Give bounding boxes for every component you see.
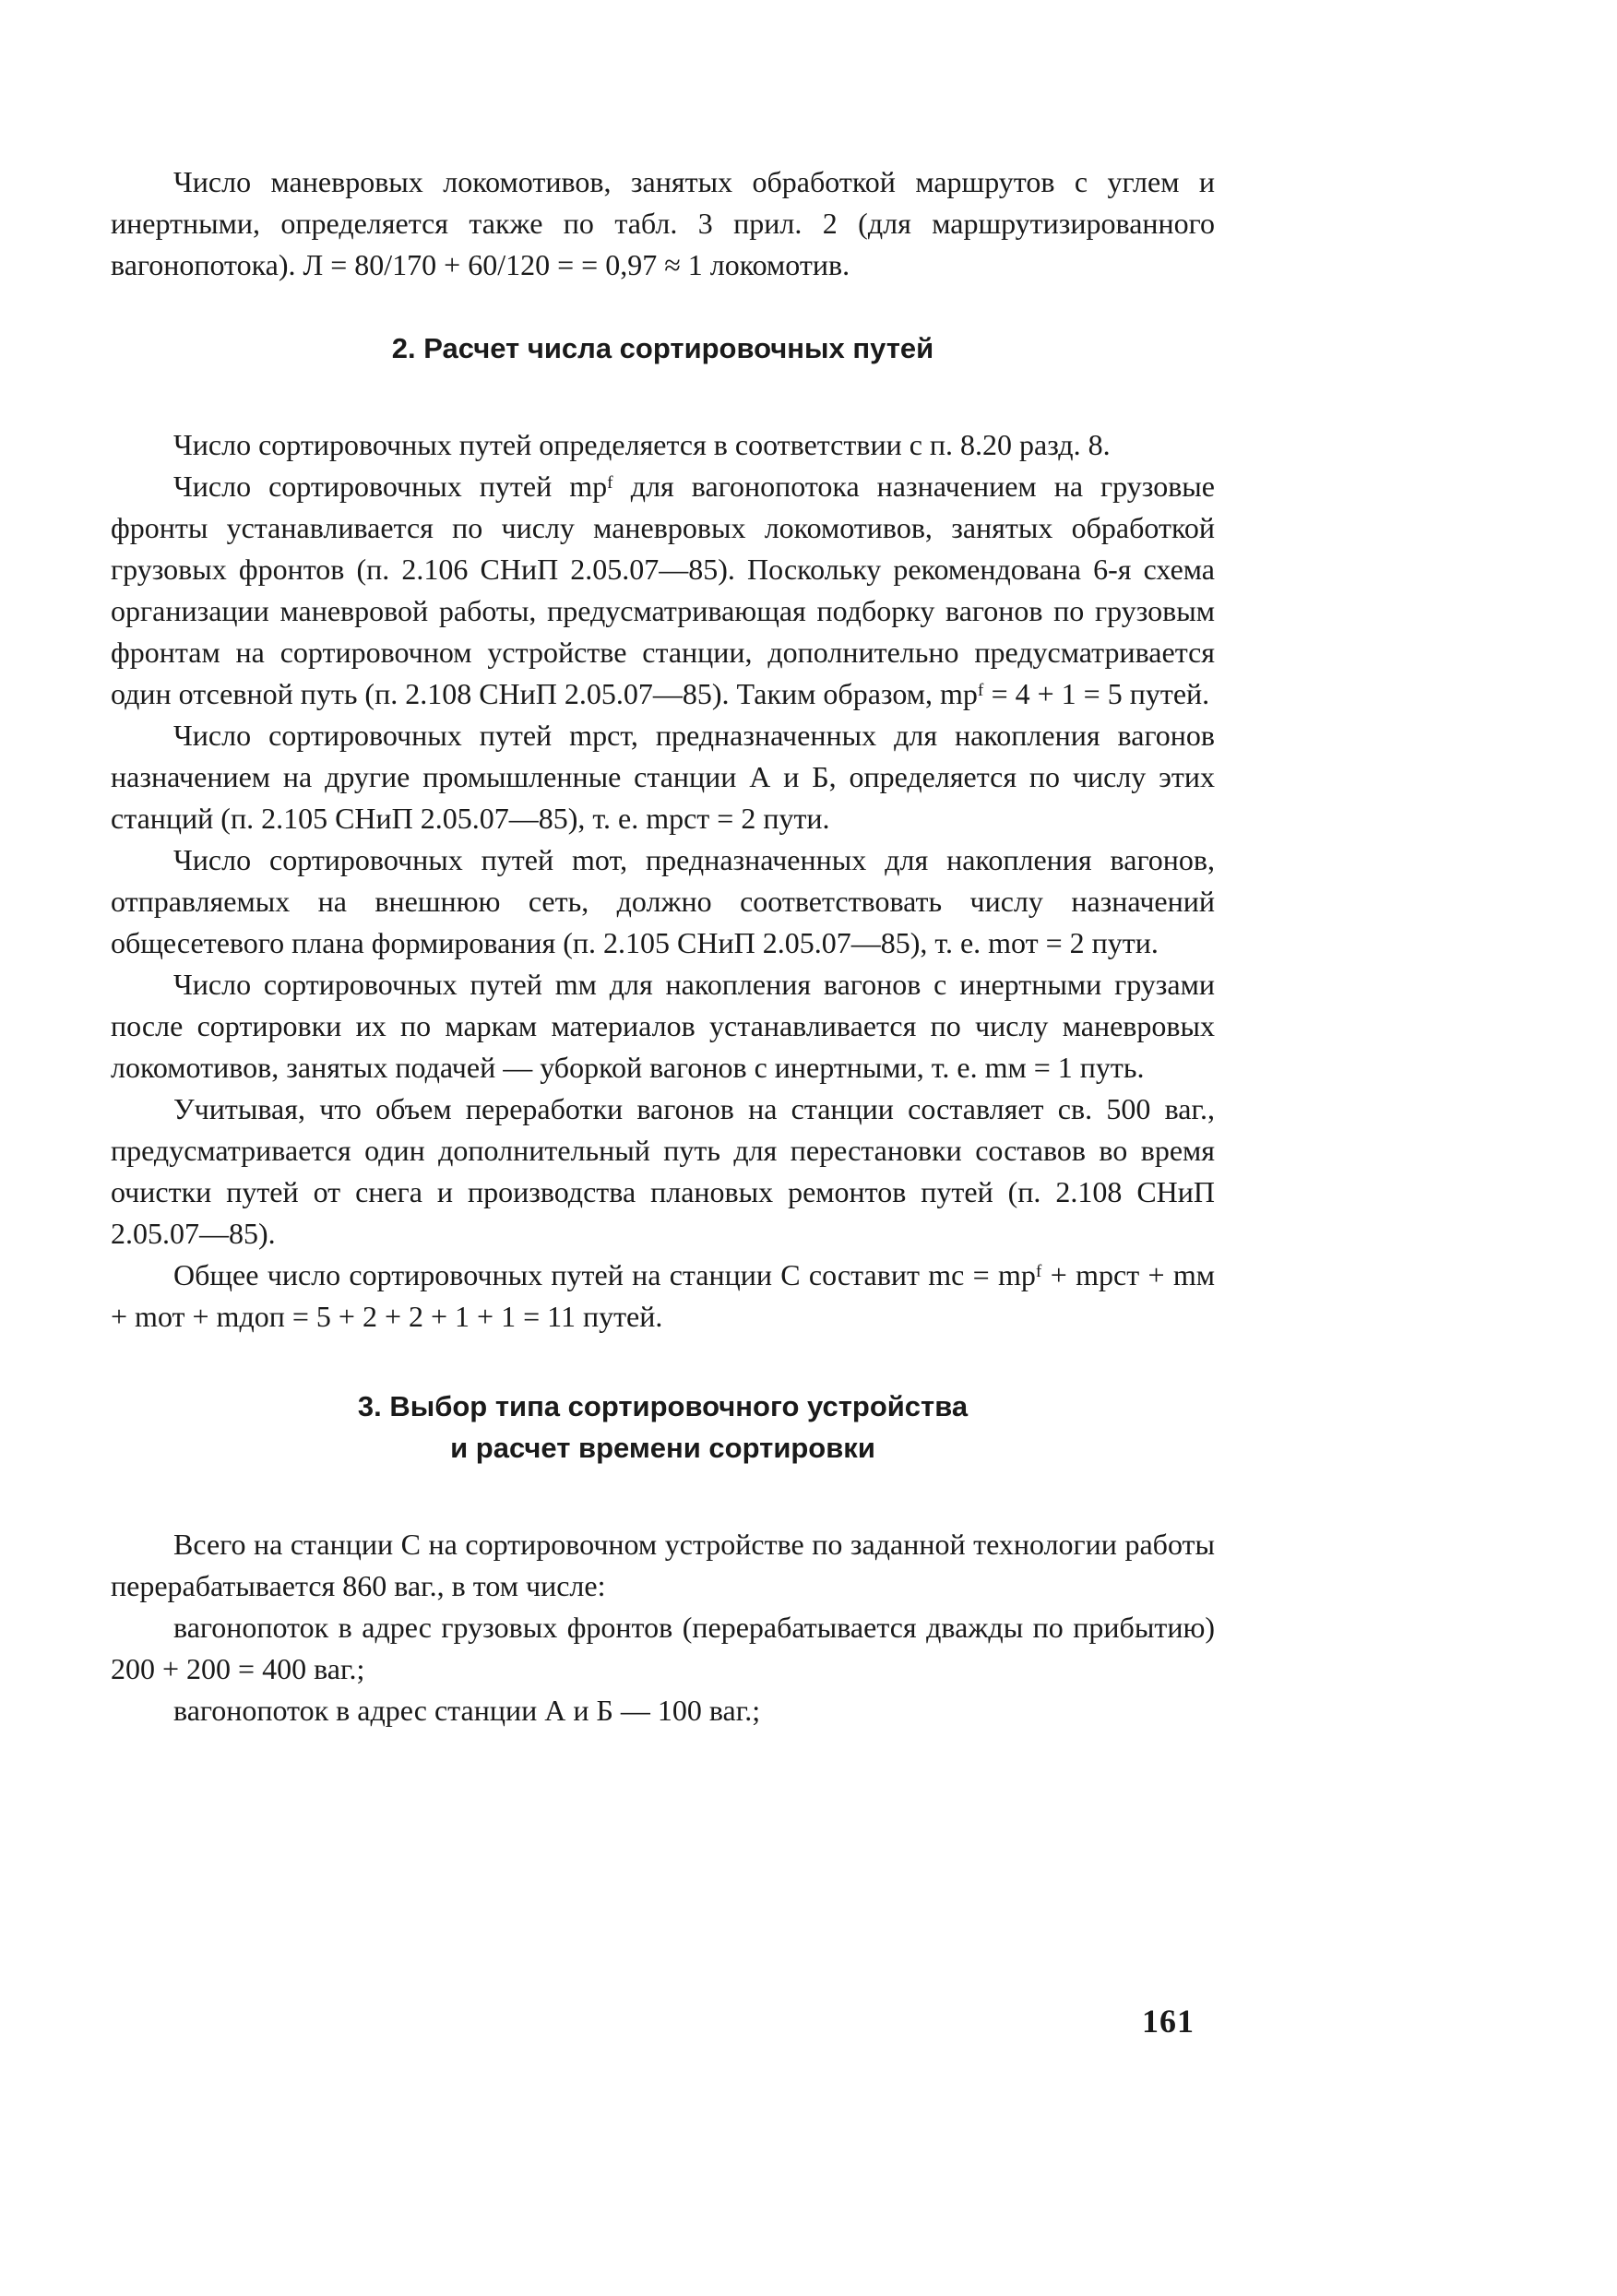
section-3-heading-line-1: 3. Выбор типа сортировочного устройства xyxy=(357,1390,969,1422)
section-3-heading-line-2: и расчет времени сортировки xyxy=(450,1432,875,1464)
section-3-heading-block xyxy=(111,1386,1215,1469)
section-2-heading-block xyxy=(111,327,1215,369)
section-2-paragraph-7: Общее число сортировочных путей на станции С составит mс = mрᶠ + mрст + mм + mот + mдоп = 5 + 2 + 2 + 1 + 1 = 11 путей. xyxy=(111,1258,1215,1333)
page-number: 161 xyxy=(1142,2003,1195,2040)
intro-paragraph: Число маневровых локомотивов, занятых обработкой маршрутов с углем и инертными, определяется также по табл. 3 прил. 2 (для маршрутизированного вагонопотока). Л = 80/170 + 60/120 = = 0,97 ≈ 1 локомотив. xyxy=(111,165,1215,281)
section-2-paragraph-6: Учитывая, что объем переработки вагонов на станции составляет св. 500 ваг., предусматривается один дополнительный путь для перестановки составов во время очистки путей от снега и производства плановых ремонтов путей (п. 2.108 СНиП 2.05.07—85). xyxy=(111,1092,1215,1250)
section-2-paragraph-3: Число сортировочных путей mрст, предназначенных для накопления вагонов назначением на другие промышленные станции А и Б, определяется по числу этих станций (п. 2.105 СНиП 2.05.07—85), т. е. mрст = 2 пути. xyxy=(111,719,1215,835)
section-3-paragraph-1: Всего на станции С на сортировочном устройстве по заданной технологии работы перерабатывается 860 ваг., в том числе: xyxy=(111,1528,1215,1602)
page-body xyxy=(111,161,1215,1731)
section-3-paragraph-3: вагонопоток в адрес станции А и Б — 100 ваг.; xyxy=(173,1694,761,1727)
section-2-heading: 2. Расчет числа сортировочных путей xyxy=(391,332,934,364)
section-2-paragraph-5: Число сортировочных путей mм для накопления вагонов с инертными грузами после сортировки их по маркам материалов устанавливается по числу маневровых локомотивов, занятых подачей — уборкой вагонов с инертными, т. е. mм = 1 путь. xyxy=(111,968,1215,1084)
section-2-paragraph-4: Число сортировочных путей mот, предназначенных для накопления вагонов, отправляемых на внешнюю сеть, должно соответствовать числу назначений общесетевого плана формирования (п. 2.105 СНиП 2.05.07—85), т. е. mот = 2 пути. xyxy=(111,843,1215,959)
section-2-paragraph-1: Число сортировочных путей определяется в соответствии с п. 8.20 разд. 8. xyxy=(173,428,1111,461)
section-2-paragraph-2: Число сортировочных путей mрᶠ для вагонопотока назначением на грузовые фронты устанавливается по числу маневровых локомотивов, занятых обработкой грузовых фронтов (п. 2.106 СНиП 2.05.07—85). Поскольку рекомендована 6-я схема организации маневровой работы, предусматривающая подборку вагонов по грузовым фронтам на сортировочном устройстве станции, дополнительно предусматривается один отсевной путь (п. 2.108 СНиП 2.05.07—85). Таким образом, mрᶠ = 4 + 1 = 5 путей. xyxy=(111,470,1215,710)
section-3-paragraph-2: вагонопоток в адрес грузовых фронтов (перерабатывается дважды по прибытию) 200 + 200 = 400 ваг.; xyxy=(111,1611,1215,1685)
